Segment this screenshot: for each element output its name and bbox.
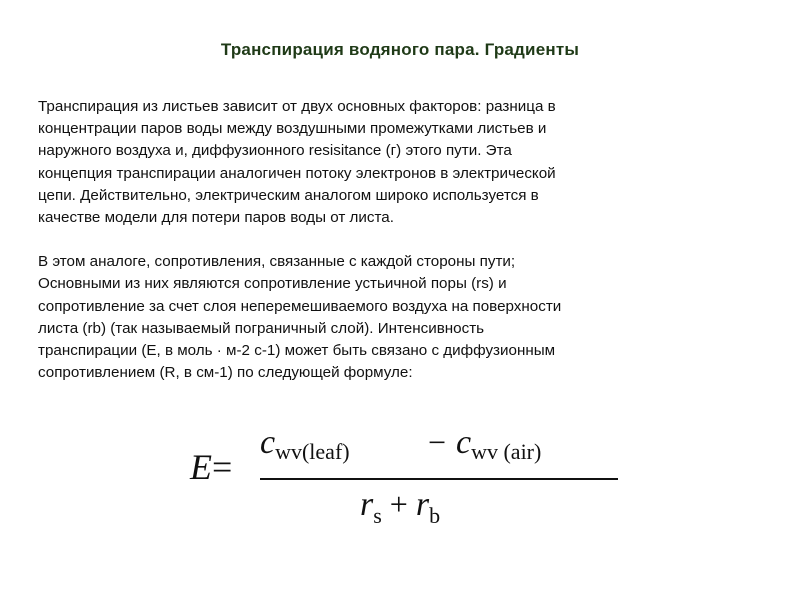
formula-air-subscript: wv (air) xyxy=(471,439,542,464)
slide-title: Транспирация водяного пара. Градиенты xyxy=(220,40,580,59)
paragraph-2-line: сопротивление за счет слоя неперемешиваемого воздуха на поверхности xyxy=(38,297,562,315)
formula-leaf-concentration xyxy=(260,424,350,465)
formula-denominator xyxy=(260,480,620,536)
formula-c-variable: c xyxy=(456,424,472,461)
transpiration-formula xyxy=(190,420,610,540)
formula-stomatal-subscript: s xyxy=(373,503,382,528)
formula-equals-sign: = xyxy=(212,447,233,487)
paragraph-2 xyxy=(38,251,768,384)
paragraph-2-line: листа (rb) (так называемый пограничный слой). Интенсивность xyxy=(38,319,485,337)
paragraph-1-line: цепи. Действительно, электрическим аналогом широко используется в xyxy=(38,186,539,204)
formula-fraction xyxy=(260,420,620,536)
paragraph-2-line: сопротивлением (R, в см-1) по следующей формуле: xyxy=(38,364,413,382)
formula-lhs-variable: E xyxy=(190,447,212,487)
body-text xyxy=(38,96,768,384)
paragraph-1-line: концентрации паров воды между воздушными промежутками листьев и xyxy=(38,120,547,138)
paragraph-1-line: наружного воздуха и, диффузионного resisitance (г) этого пути. Эта xyxy=(38,142,512,160)
paragraph-2-line: транспирации (E, в моль · м-2 с-1) может быть связано с диффузионным xyxy=(38,342,556,360)
formula-boundary-subscript: b xyxy=(429,503,441,528)
paragraph-2-line: Основными из них являются сопротивление устьичной поры (rs) и xyxy=(38,275,507,293)
formula-numerator xyxy=(260,420,620,478)
formula-plus-sign: + xyxy=(381,486,416,522)
formula-minus-sign: − xyxy=(428,424,447,460)
formula-leaf-subscript: wv(leaf) xyxy=(275,439,350,464)
paragraph-1 xyxy=(38,96,768,229)
paragraph-1-line: концепция транспирации аналогичен потоку электронов в электрической xyxy=(38,164,556,182)
formula-air-concentration xyxy=(456,424,541,465)
paragraph-2-line: В этом аналоге, сопротивления, связанные с каждой стороны пути; xyxy=(38,253,516,271)
formula-resistance-sum xyxy=(360,486,440,529)
paragraph-1-line: Транспирация из листьев зависит от двух основных факторов: разница в xyxy=(38,98,556,115)
formula-r-variable: r xyxy=(360,486,374,523)
paragraph-1-line: качестве модели для потери паров воды от листа. xyxy=(38,209,394,227)
formula-lhs xyxy=(190,446,232,488)
formula-r-variable: r xyxy=(415,486,430,523)
formula-c-variable: c xyxy=(260,424,276,461)
